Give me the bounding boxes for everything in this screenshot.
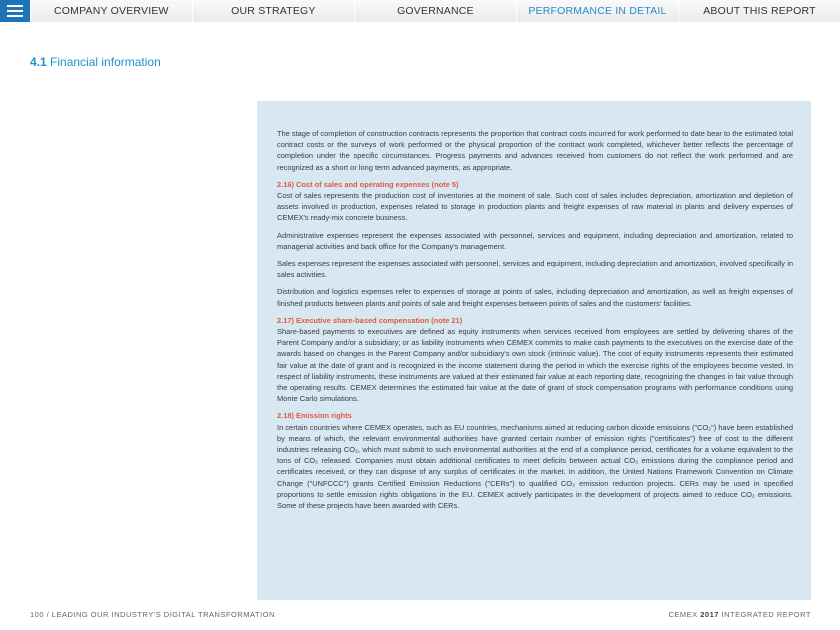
- section-heading-2-17: 2.17) Executive share-based compensation (note 21): [277, 315, 463, 325]
- menu-bar: [7, 5, 23, 7]
- footer-separator: /: [46, 610, 50, 619]
- tab-company-overview[interactable]: COMPANY OVERVIEW: [30, 0, 192, 22]
- content-panel: [257, 101, 811, 600]
- section-title: [30, 55, 161, 69]
- menu-bar: [7, 15, 23, 17]
- section-heading-2-16: 2.16) Cost of sales and operating expenses (note 5): [277, 179, 459, 189]
- footer-brand: CEMEX: [668, 610, 698, 619]
- hamburger-menu-icon[interactable]: [0, 0, 30, 22]
- paragraph-cost-of-sales: Cost of sales represents the production cost of inventories at the moment of sale. Such cost of sales includes depreciation, amortization and depletion of assets involved in production, expenses related to storage in production plants and freight expenses of raw material in plants and delivery expenses of CEMEX's ready-mix concrete business.: [277, 191, 793, 223]
- footer-left: [30, 610, 275, 619]
- section-number: 4.1: [30, 55, 47, 69]
- tab-about-this-report[interactable]: ABOUT THIS REPORT: [678, 0, 840, 22]
- paragraph-administrative-expenses: Administrative expenses represent the expenses associated with personnel, services and equipment, including depreciation and amortization, related to managerial activities and back office for the Company's management.: [277, 230, 793, 251]
- footer-year: 2017: [700, 610, 719, 619]
- menu-bar: [7, 10, 23, 12]
- page-number: 100: [30, 610, 45, 619]
- paragraph-share-based-payments: Share-based payments to executives are defined as equity instruments when services received from employees are settled by delivering shares of the Parent Company and/or a subsidiary; or as liability instruments when CEMEX commits to make cash payments to the executives on the exercise date of the awards based on changes in the Parent Company and/or subsidiary's own stock (intrinsic value). The cost of equity instruments represents their estimated fair value at the date of grant and is recognized in the income statement during the period in which the exercise rights of the employees become vested. In respect of liability instruments, these instruments are valued at their estimated fair value at each reporting date, recognizing the changes in fair value through the operating results. CEMEX determines the estimated fair value at the date of grant of stock compensation programs with performance conditions using Monte Carlo simulations.: [277, 327, 793, 404]
- tab-performance-in-detail[interactable]: PERFORMANCE IN DETAIL: [516, 0, 678, 22]
- paragraph-distribution-expenses: Distribution and logistics expenses refer to expenses of storage at points of sales, including depreciation and amortization, as well as freight expenses of finished products between plants and points of sale and freight expenses between points of sales and the customers' facilities.: [277, 287, 793, 308]
- section-name: Financial information: [50, 55, 161, 69]
- tab-governance[interactable]: GOVERNANCE: [354, 0, 516, 22]
- section-heading-2-18: 2.18) Emission rights: [277, 411, 352, 421]
- footer-tagline: LEADING OUR INDUSTRY'S DIGITAL TRANSFORMATION: [51, 610, 275, 619]
- top-navigation: [0, 0, 840, 22]
- footer-right: [668, 610, 811, 619]
- paragraph-emission-rights: In certain countries where CEMEX operates, such as EU countries, mechanisms aimed at reducing carbon dioxide emissions ("CO₂") have been established by means of which, the relevant environmental authorities have granted certain number of emission rights ("certificates") free of cost to the different industries releasing CO₂, which must submit to such environmental authorities at the end of a compliance period, certificates for a volume equivalent to the tons of CO₂ released. Companies must obtain additional certificates to meet deficits between actual CO₂ emissions during the compliance period and certificates received, or they can dispose of any surplus of certificates in the market. In addition, the United Nations Framework Convention on Climate Change ("UNFCCC") grants Certified Emission Reductions ("CERs") to qualified CO₂ emission reduction projects. CERs may be used in specified proportions to settle emission rights obligations in the EU. CEMEX actively participates in the development of projects aimed to reduce CO₂ emissions. Some of these projects have been awarded with CERs.: [277, 422, 793, 511]
- footer-report-title: INTEGRATED REPORT: [721, 610, 811, 619]
- content-text: [277, 128, 793, 511]
- paragraph-sales-expenses: Sales expenses represent the expenses associated with personnel, services and equipment, including depreciation and amortization, involved specifically in sales activities.: [277, 259, 793, 280]
- tab-our-strategy[interactable]: OUR STRATEGY: [192, 0, 354, 22]
- intro-paragraph: The stage of completion of construction contracts represents the proportion that contract costs incurred for work performed to date bear to the estimated total contract costs or the surveys of work performed or the physical proportion of the contract work completed, whichever better reflects the percentage of completion under the specific circumstances. Progress payments and advances received from customers do not reflect the work performed and are recognized as a short or long term advanced payments, as appropriate.: [277, 129, 793, 172]
